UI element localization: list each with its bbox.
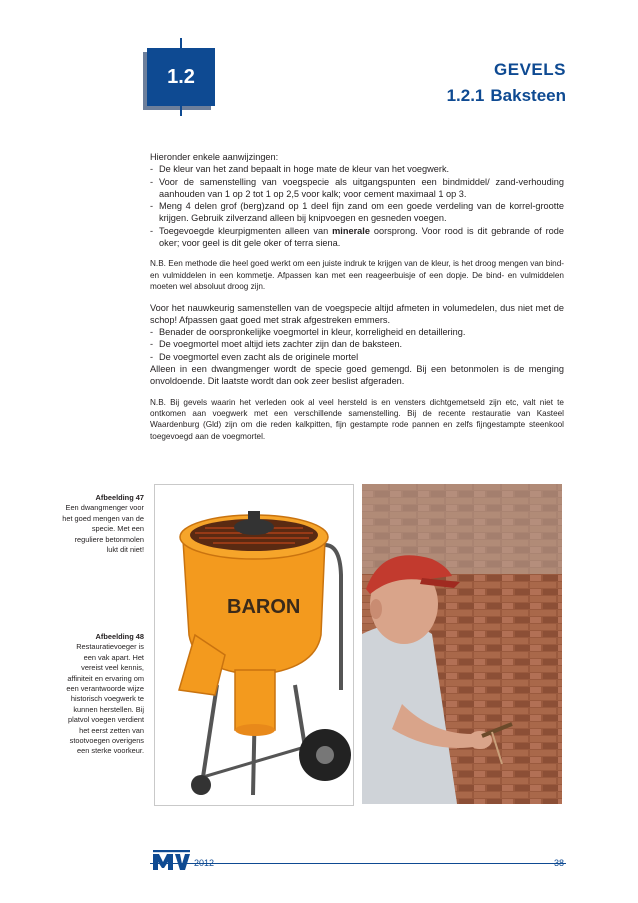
list-item (150, 225, 564, 250)
figure-mixer (154, 484, 354, 806)
subsection-heading (447, 86, 566, 106)
caption-title: Afbeelding 48 (95, 632, 144, 641)
list-item: - De voegmortel moet altijd iets zachter zijn dan de baksteen. (150, 338, 564, 350)
mixer-illustration (155, 485, 353, 805)
section-number: 1.2 (167, 65, 195, 88)
caption-title: Afbeelding 47 (95, 493, 144, 502)
section2-list (150, 326, 564, 363)
intro-lead: Hieronder enkele aanwijzingen: (150, 152, 279, 162)
section-badge (147, 48, 215, 106)
footer-year: 2012 (194, 858, 215, 868)
intro-list (150, 163, 564, 249)
mixer-brand: BARON (227, 596, 301, 618)
list-item: - Benader de oorspronkelijke voegmortel in kleur, korreligheid en detaillering. (150, 326, 564, 338)
list-item-emphasis: minerale (332, 225, 370, 236)
caption-text: Restauratievoeger is een vak apart. Het vereist veel kennis, affiniteit en ervaring om een verantwoorde wijze historisch voegwerk te kunnen herstellen. Bij platvol voegen verdient het eerst zetten van stootvoegen overigens een sterke voorkeur. (66, 642, 144, 756)
list-item: - Voor de samenstelling van voegspecie als uitgangspunten een bindmiddel/ zand-verhouding aanhouden van 1 op 2 tot 1 op 2,5 voor kalk; voor cement maximaal 1 op 3. (150, 176, 564, 201)
figure-restorer (362, 484, 562, 804)
note-2: N.B. Bij gevels waarin het verleden ook al veel hersteld is en vensters dichtgemetseld zijn etc, valt niet te ontkomen aan voegwerk met een verschillende samenstelling. Bij de recente restauratie van Kasteel Waardenburg (Gld) zijn om die reden kalkpitten, fijn gestampte rode pannen en zelfs fijngestampte steenkool toegevoegd aan de voegmortel. (150, 397, 564, 441)
badge-line-bottom (180, 106, 182, 116)
main-text (150, 151, 564, 451)
subsection-number: 1.2.1 (446, 86, 485, 105)
restorer-photo (362, 484, 562, 804)
list-item: - Meng 4 delen grof (berg)zand op 1 deel fijn zand om een goede verdeling van de korrel-grootte krijgen. Gebruik zilverzand alleen bij knipvoegen en gesneden voegen. (150, 200, 564, 225)
subsection-title: Baksteen (490, 86, 566, 105)
chapter-title: GEVELS (494, 60, 566, 79)
note-1: N.B. Een methode die heel goed werkt om een juiste indruk te krijgen van de kleur, is het droog mengen van bind- en vulmiddelen in een kommetje. Afpassen kan met een reageerbuisje of een dopje. De bind- en vulmiddelen moeten wel absoluut droog zijn. (150, 259, 564, 292)
logo-icon (151, 848, 191, 872)
list-item-text: oorsprong. Voor rood is dit gebrande of rode oker; voor geel is dit gele oker of terra siena. (159, 225, 564, 249)
section2-closing: Alleen in een dwangmenger wordt de specie goed gemengd. Bij een betonmolen is de menging onvoldoende. Dit laatste wordt dan ook zeer beslist afgeraden. (150, 364, 564, 387)
page-number: 38 (553, 858, 564, 868)
caption-text: Een dwangmenger voor het goed mengen van de specie. Met een reguliere betonmolen lukt dit niet! (62, 503, 144, 555)
section2-lead: Voor het nauwkeurig samenstellen van de voegspecie altijd afmeten in volumedelen, dus niet met de schop! Afpassen gaat goed met strak afgestreken emmers. (150, 302, 564, 325)
badge-line-top (180, 38, 182, 48)
list-item-text: Toegevoegde kleurpigmenten alleen van (159, 225, 333, 236)
list-item: - De voegmortel even zacht als de originele mortel (150, 351, 564, 363)
list-item: - De kleur van het zand bepaalt in hoge mate de kleur van het voegwerk. (150, 163, 564, 175)
caption-47 (62, 493, 144, 555)
caption-48 (62, 632, 144, 757)
